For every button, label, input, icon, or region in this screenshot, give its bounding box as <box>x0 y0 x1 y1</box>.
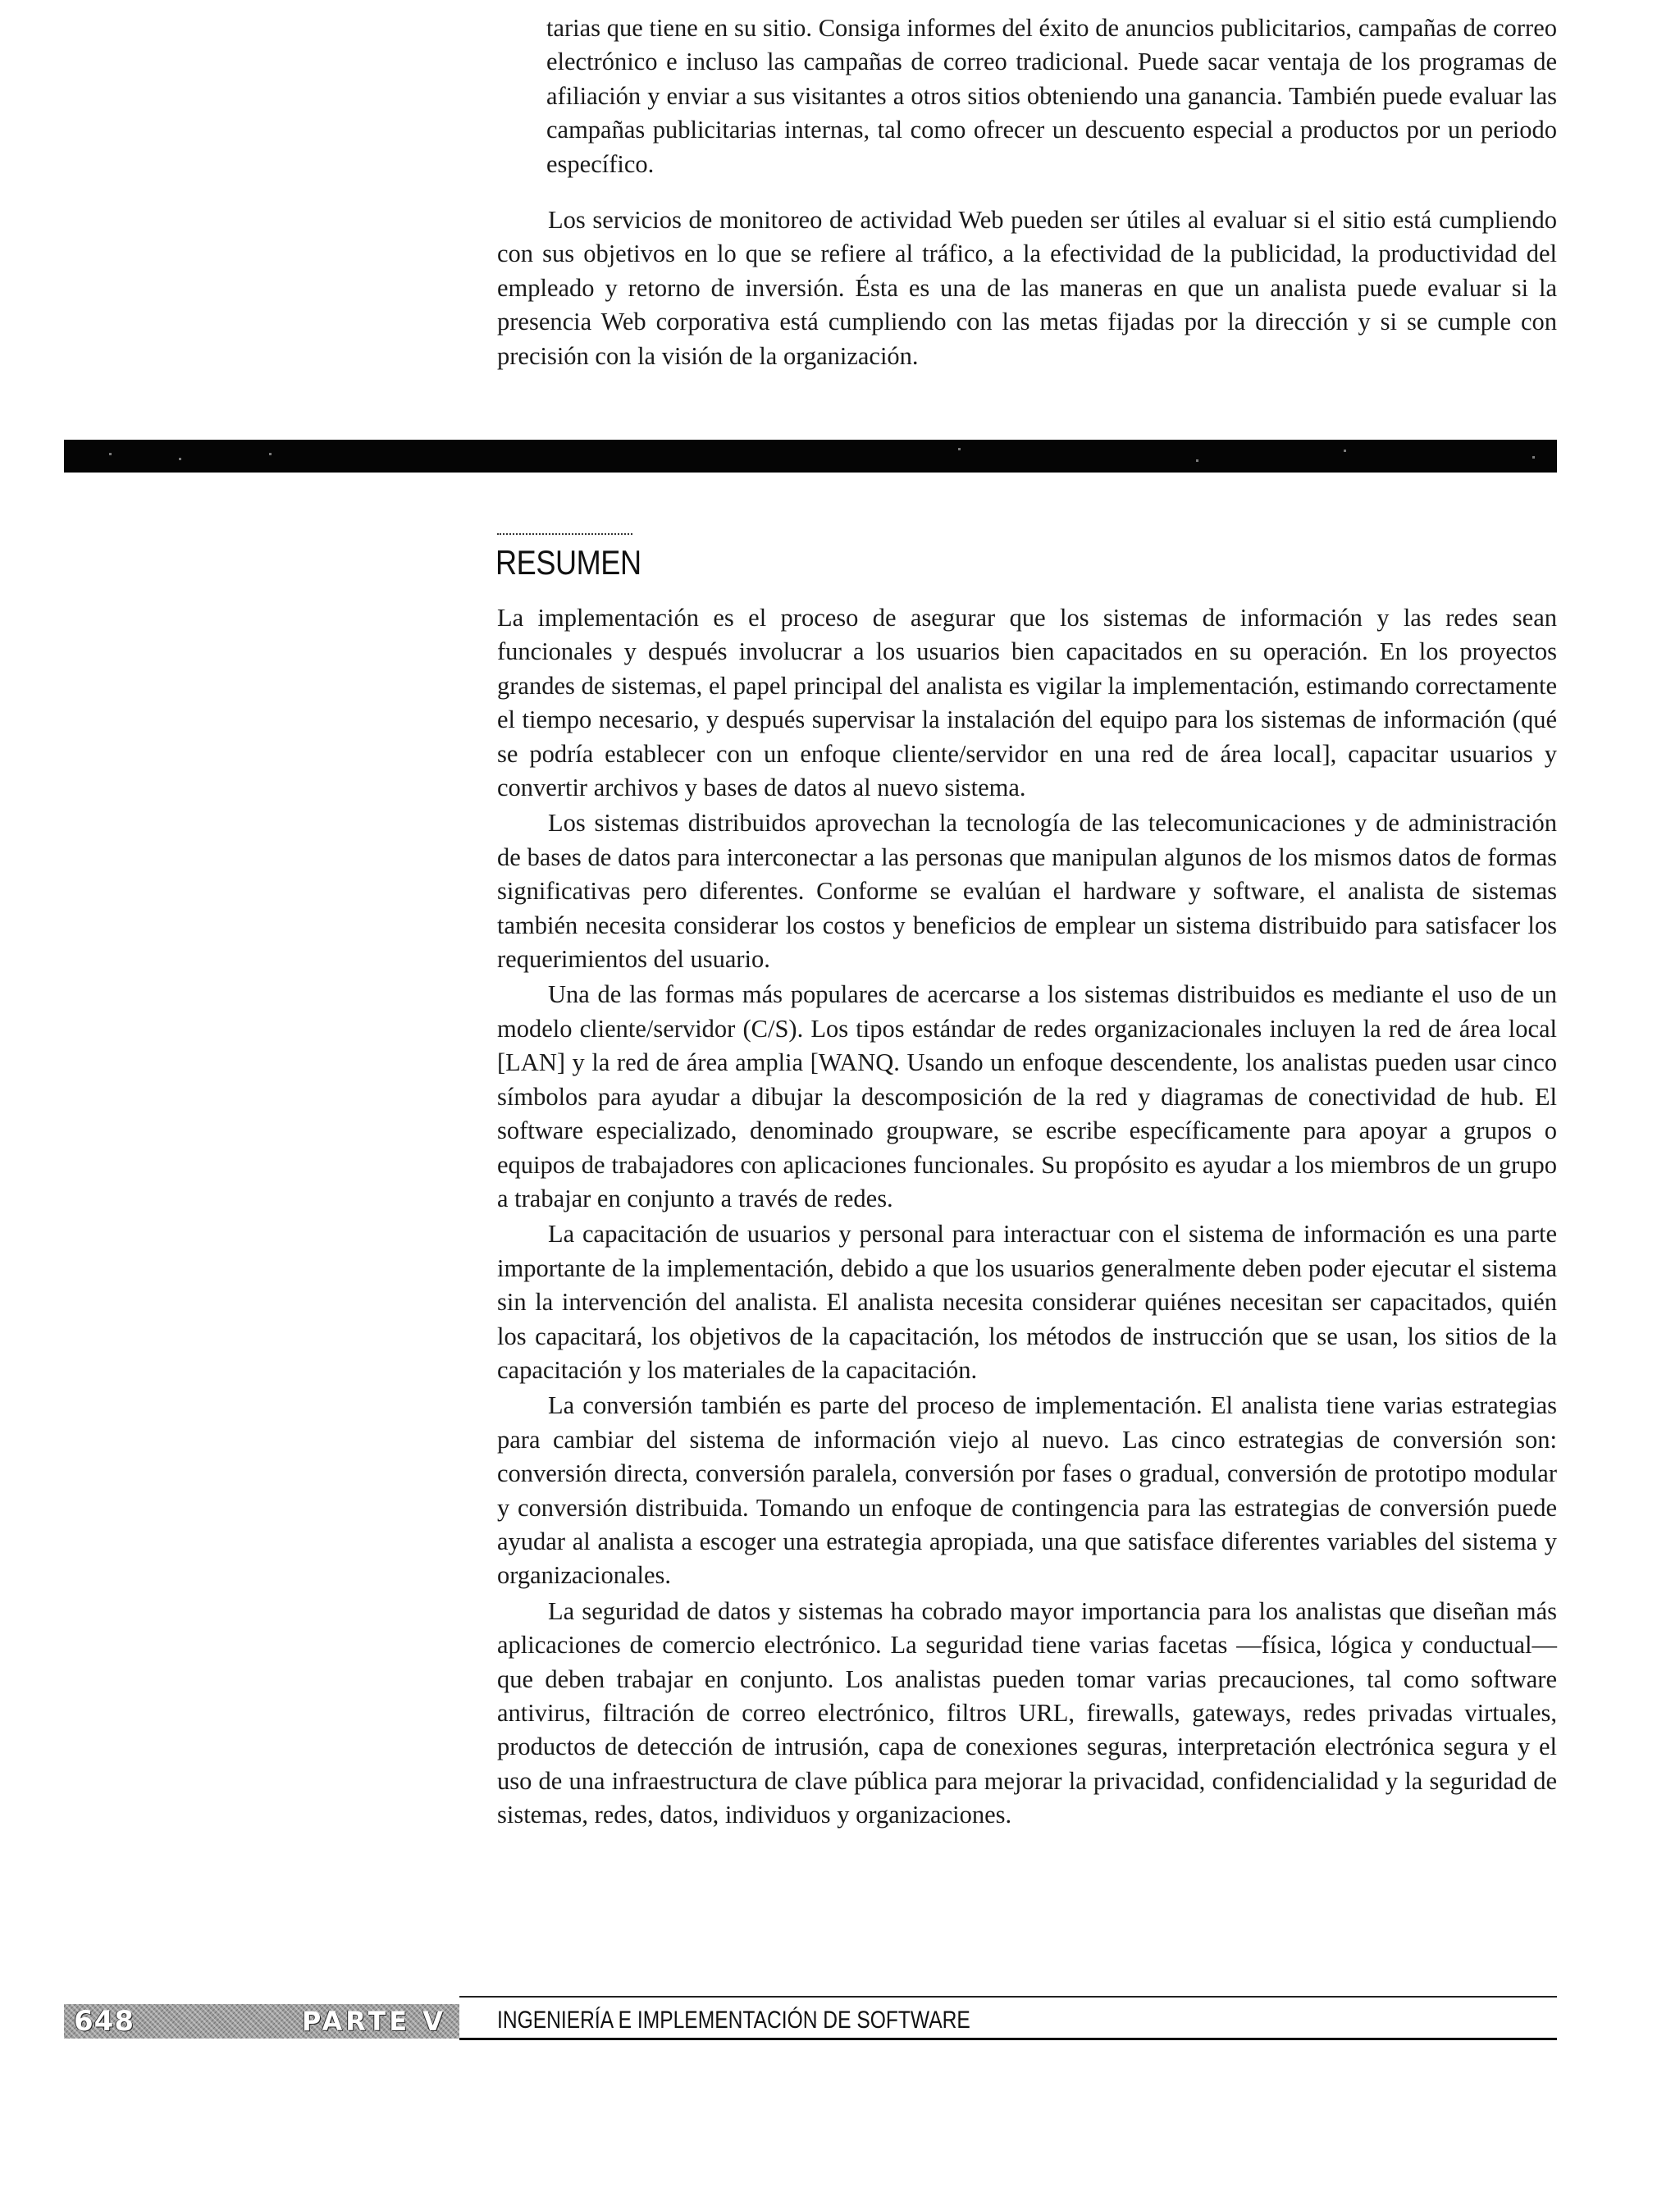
bar-speck <box>109 453 112 455</box>
section-divider-bar <box>64 440 1557 473</box>
summary-paragraph: La capacitación de usuarios y personal para interactuar con el sistema de información es una parte importante de la implementación, debido a que los usuarios generalmente deben poder ejecutar el sistema sin la intervención del analista. El analista necesita considerar quiénes necesitan ser capacitados, quién los capacitará, los objetivos de la capacitación, los métodos de instrucción que se usan, los sitios de la capacitación y los materiales de la capacitación. <box>497 1220 1557 1384</box>
summary-paragraph: La seguridad de datos y sistemas ha cobrado mayor importancia para los analistas que diseñan más aplicaciones de comercio electrónico. La seguridad tiene varias facetas —física, lógica y conductual— que deben trabajar en conjunto. Los analistas pueden tomar varias precauciones, tal como software antivirus, filtración de correo electrónico, filtros URL, firewalls, gateways, redes privadas virtuales, productos de detección de intrusión, capa de conexiones seguras, interpretación electrónica segura y el uso de una infraestructura de clave pública para mejorar la privacidad, confidencialidad y la seguridad de sistemas, redes, datos, individuos y organizaciones. <box>497 1596 1557 1829</box>
continued-paragraph: tarias que tiene en su sitio. Consiga informes del éxito de anuncios publicitarios, campañas de correo electrónico e incluso las campañas de correo tradicional. Puede sacar ventaja de los programas de afiliación y enviar a sus visitantes a otros sitios obteniendo una ganancia. También puede evaluar las campañas publicitarias internas, tal como ofrecer un descuento especial a productos por un periodo específico. <box>546 14 1557 178</box>
page-number: 648 <box>74 2005 135 2038</box>
heading-dotted-rule <box>497 533 632 535</box>
bar-speck <box>1532 456 1535 459</box>
bar-speck <box>269 453 272 455</box>
section-heading: RESUMEN <box>495 543 641 582</box>
bar-speck <box>179 458 181 460</box>
bar-speck <box>1196 459 1198 462</box>
footer-rule-bottom <box>459 2038 1557 2040</box>
summary-paragraph: La conversión también es parte del proceso de implementación. El analista tiene varias estrategias para cambiar del sistema de información viejo al nuevo. Las cinco estrategias de conversión son: conversión directa, conversión paralela, conversión por fases o gradual, conversión de prototipo modular y conversión distribuida. Tomando un enfoque de contingencia para las estrategias de conversión puede ayudar al analista a escoger una estrategia apropiada, una que satisface diferentes variables del sistema y organizacionales. <box>497 1391 1557 1590</box>
footer-page-badge <box>64 2004 459 2039</box>
running-title: INGENIERÍA E IMPLEMENTACIÓN DE SOFTWARE <box>497 2007 970 2034</box>
footer-rule-top <box>459 1996 1557 1998</box>
summary-body <box>497 601 1557 1834</box>
summary-paragraph: Los sistemas distribuidos aprovechan la tecnología de las telecomunicaciones y de administración de bases de datos para interconectar a las personas que manipulan algunos de los mismos datos de formas significativas pero diferentes. Conforme se evalúan el hardware y software, el analista de sistemas también necesita considerar los costos y beneficios de emplear un sistema distribuido para satisfacer los requerimientos del usuario. <box>497 809 1557 974</box>
summary-paragraph: Una de las formas más populares de acercarse a los sistemas distribuidos es mediante el uso de un modelo cliente/servidor (C/S). Los tipos estándar de redes organizacionales incluyen la red de área local [LAN] y la red de área amplia [WANQ. Usando un enfoque descendente, los analistas pueden usar cinco símbolos para ayudar a dibujar la descomposición de la red y diagramas de conectividad de hub. El software especializado, denominado groupware, se escribe específicamente para apoyar a grupos o equipos de trabajadores con aplicaciones funcionales. Su propósito es ayudar a los miembros de un grupo a trabajar en conjunto a través de redes. <box>497 980 1557 1212</box>
summary-paragraph: La implementación es el proceso de asegurar que los sistemas de información y las redes sean funcionales y después involucrar a los usuarios bien capacitados en su operación. En los proyectos grandes de sistemas, el papel principal del analista es vigilar la implementación, estimando correctamente el tiempo necesario, y después supervisar la instalación del equipo para los sistemas de información (qué se podría establecer con un enfoque cliente/servidor en una red de área local], capacitar usuarios y convertir archivos y bases de datos al nuevo sistema. <box>497 604 1557 802</box>
top-paragraph-block <box>497 203 1557 373</box>
top-paragraph: Los servicios de monitoreo de actividad Web pueden ser útiles al evaluar si el sitio está cumpliendo con sus objetivos en lo que se refiere al tráfico, a la efectividad de la publicidad, la productividad del empleado y retorno de inversión. Ésta es una de las maneras en que un analista puede evaluar si la presencia Web corporativa está cumpliendo con las metas fijadas por la dirección y si se cumple con precisión con la visión de la organización. <box>497 206 1557 370</box>
bar-speck <box>958 448 961 450</box>
part-label: PARTE V <box>301 2006 446 2037</box>
bar-speck <box>1344 450 1346 452</box>
